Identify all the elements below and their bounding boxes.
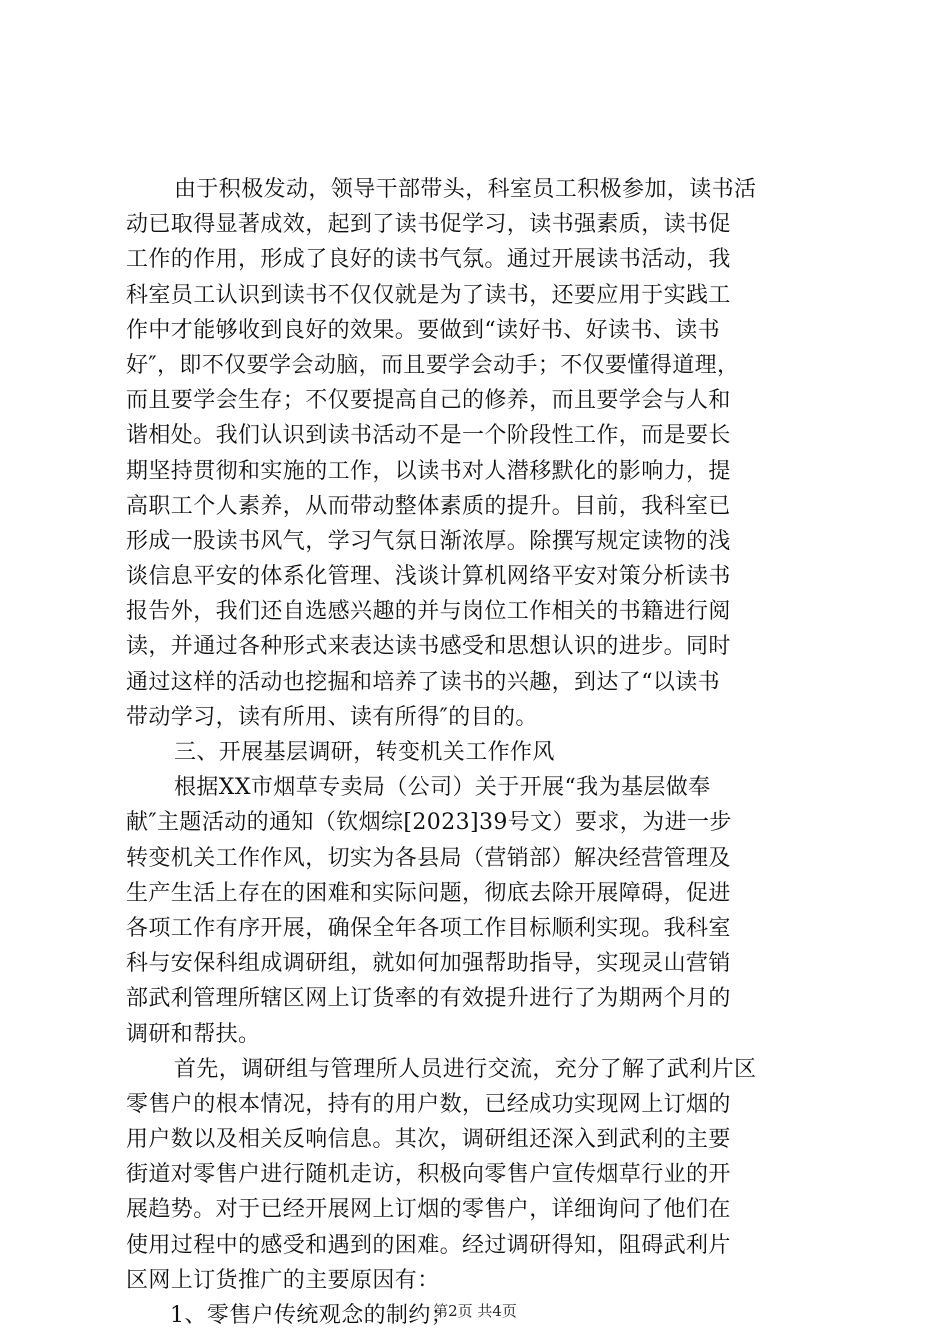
paragraph-line: 调研和帮扶。 <box>126 1021 261 1047</box>
paragraph-line: 零售户的根本情况，持有的用户数，已经成功实现网上订烟的 <box>126 1091 731 1117</box>
paragraph-line: 科室员工认识到读书不仅仅就是为了读书，还要应用于实践工 <box>126 282 731 308</box>
paragraph-line: 根据XX市烟草专卖局（公司）关于开展“我为基层做奉 <box>174 775 711 801</box>
paragraph-line: 献″主题活动的通知（钦烟综[2023]39号文）要求，为进一步 <box>126 810 732 836</box>
paragraph-line: 而且要学会生存；不仅要提高自己的修养，而且要学会与人和 <box>126 388 731 414</box>
paragraph-line: 高职工个人素养，从而带动整体素质的提升。目前，我科室已 <box>126 493 731 519</box>
paragraph-line: 报告外，我们还自选感兴趣的并与岗位工作相关的书籍进行阅 <box>126 599 731 625</box>
paragraph-line: 科与安保科组成调研组，就如何加强帮助指导，实现灵山营销 <box>126 951 731 977</box>
paragraph-line: 读，并通过各种形式来表达读书感受和思想认识的进步。同时 <box>126 634 731 660</box>
paragraph-line: 带动学习，读有所用、读有所得″的目的。 <box>126 704 538 730</box>
paragraph-line: 区网上订货推广的主要原因有： <box>126 1267 440 1293</box>
paragraph-line: 通过这样的活动也挖掘和培养了读书的兴趣，到达了“以读书 <box>126 669 721 695</box>
paragraph-line: 使用过程中的感受和遇到的困难。经过调研得知，阻碍武利片 <box>126 1232 731 1258</box>
paragraph-line: 部武利管理所辖区网上订货率的有效提升进行了为期两个月的 <box>126 986 731 1012</box>
paragraph-line: 转变机关工作作风，切实为各县局（营销部）解决经营管理及 <box>126 845 731 871</box>
paragraph-line: 展趋势。对于已经开展网上订烟的零售户，详细询问了他们在 <box>126 1197 731 1223</box>
paragraph-line: 形成一股读书风气，学习气氛日渐浓厚。除撰写规定读物的浅 <box>126 528 731 554</box>
paragraph-line: 用户数以及相关反响信息。其次，调研组还深入到武利的主要 <box>126 1127 731 1153</box>
paragraph-line: 街道对零售户进行随机走访，积极向零售户宣传烟草行业的开 <box>126 1162 731 1188</box>
paragraph-line: 首先，调研组与管理所人员进行交流，充分了解了武利片区 <box>174 1056 757 1082</box>
paragraph-line: 谈信息平安的体系化管理、浅谈计算机网络平安对策分析读书 <box>126 564 731 590</box>
paragraph-line: 工作的作用，形成了良好的读书气氛。通过开展读书活动，我 <box>126 247 731 273</box>
paragraph-line: 由于积极发动，领导干部带头，科室员工积极参加，读书活 <box>174 177 757 202</box>
document-body <box>126 172 836 1333</box>
paragraph-line: 谐相处。我们认识到读书活动不是一个阶段性工作，而是要长 <box>126 423 731 449</box>
paragraph-line: 动已取得显著成效，起到了读书促学习，读书强素质，读书促 <box>126 212 731 238</box>
paragraph-line: 作中才能够收到良好的效果。要做到“读好书、好读书、读书 <box>126 317 721 343</box>
paragraph-line: 好″，即不仅要学会动脑，而且要学会动手；不仅要懂得道理， <box>126 352 740 378</box>
paragraph-line: 生产生活上存在的困难和实际问题，彻底去除开展障碍，促进 <box>126 880 731 906</box>
section-heading: 三、开展基层调研，转变机关工作作风 <box>174 740 555 765</box>
paragraph-line: 各项工作有序开展，确保全年各项工作目标顺利实现。我科室 <box>126 915 731 941</box>
list-item: 1、零售户传统观念的制约； <box>170 1303 454 1328</box>
paragraph-line: 期坚持贯彻和实施的工作，以读书对人潜移默化的影响力，提 <box>126 458 731 484</box>
page-footer: 第2页 共4页 <box>433 1302 517 1320</box>
